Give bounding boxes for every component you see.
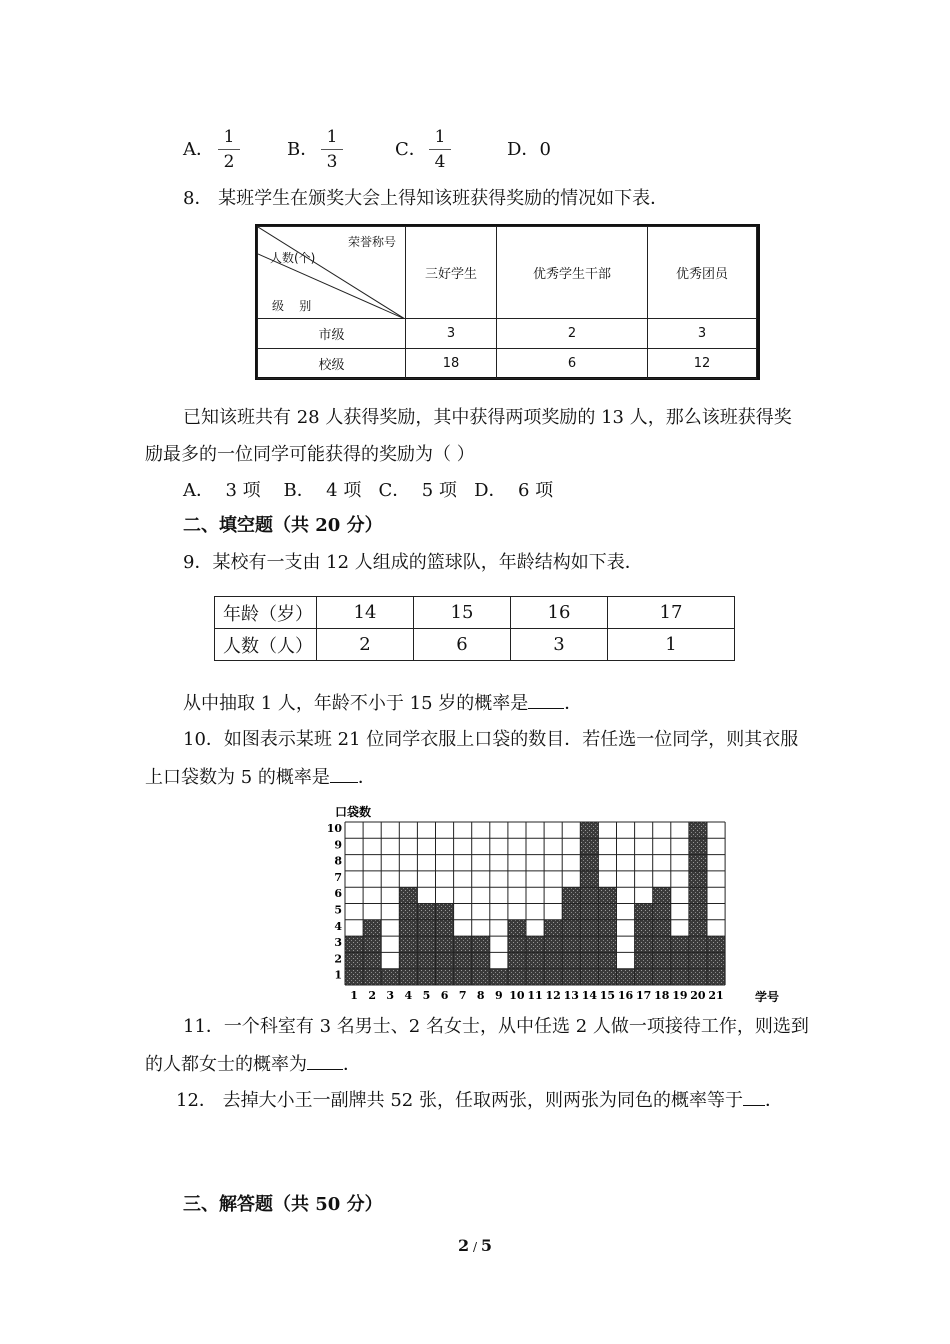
fraction-numerator: 1 xyxy=(434,127,446,147)
y-tick-3: 3 xyxy=(334,936,342,950)
x-tick-labels xyxy=(350,989,723,1002)
x-tick-10: 10 xyxy=(509,989,525,1002)
x-tick-12: 12 xyxy=(545,989,561,1002)
q8-stem: 8． 某班学生在颁奖大会上得知该班获得奖励的情况如下表． xyxy=(183,188,669,209)
fraction-denominator: 4 xyxy=(434,152,446,172)
x-tick-17: 17 xyxy=(635,989,652,1002)
q7-option-d-letter: D． xyxy=(507,139,540,160)
bar-student-3 xyxy=(381,969,399,985)
q9-question-text: 从中抽取 1 人，年龄不小于 15 岁的概率是 xyxy=(183,693,529,714)
q8-award-table xyxy=(257,226,757,379)
x-tick-19: 19 xyxy=(672,989,688,1002)
y-tick-7: 7 xyxy=(334,870,342,884)
q11-line-2-end: ． xyxy=(343,1054,361,1075)
pocket-count-chart xyxy=(325,802,795,1007)
q9-age-table xyxy=(214,596,735,661)
bar-student-6 xyxy=(436,904,454,986)
x-tick-13: 13 xyxy=(563,989,579,1002)
q8-col-header-3: 优秀团员 xyxy=(648,227,757,319)
q8-cell: 6 xyxy=(497,349,648,379)
q8-row-label-1: 市级 xyxy=(258,319,406,349)
q7-option-d xyxy=(507,139,551,161)
q9-header-label: 年龄（岁） xyxy=(215,597,317,629)
q8-cell: 12 xyxy=(648,349,757,379)
q8-text-line-1: 已知该班共有 28 人获得奖励，其中获得两项奖励的 13 人，那么该班获得奖 xyxy=(183,407,792,428)
x-tick-8: 8 xyxy=(476,989,485,1002)
x-tick-2: 2 xyxy=(368,989,376,1002)
q12-end: ． xyxy=(764,1090,783,1111)
q8-table-frame xyxy=(255,224,760,380)
q10-line-1: 10．如图表示某班 21 位同学衣服上口袋的数目．若任选一位同学，则其衣服 xyxy=(183,729,799,750)
q7-option-b-letter: B． xyxy=(287,139,319,160)
q9-count-cell: 1 xyxy=(608,629,735,661)
q8-cell: 3 xyxy=(406,319,497,349)
q9-age-cell: 16 xyxy=(511,597,608,629)
q10-line-2-text: 上口袋数为 5 的概率是 xyxy=(145,767,330,788)
diag-header-mid: 人数(个) xyxy=(270,251,316,265)
y-tick-6: 6 xyxy=(334,887,342,901)
answer-blank xyxy=(743,1089,765,1106)
q7-option-a-letter: A． xyxy=(183,139,214,160)
answer-blank xyxy=(307,1053,343,1070)
x-tick-9: 9 xyxy=(495,989,503,1002)
q9-question xyxy=(183,692,582,715)
q9-stem: 9．某校有一支由 12 人组成的篮球队，年龄结构如下表． xyxy=(183,552,643,573)
answer-blank xyxy=(528,692,564,709)
x-tick-6: 6 xyxy=(440,989,449,1002)
bar-student-21 xyxy=(707,936,725,985)
chart-ylabel: 口袋数 xyxy=(335,805,372,819)
x-tick-15: 15 xyxy=(599,989,616,1002)
y-tick-10: 10 xyxy=(326,822,342,835)
page-separator: / xyxy=(469,1240,481,1254)
section-3-title: 三、解答题（共 50 分） xyxy=(183,1194,383,1215)
q9-age-cell: 15 xyxy=(414,597,511,629)
q8-col-header-1: 三好学生 xyxy=(406,227,497,319)
bar-student-9 xyxy=(490,969,508,985)
y-tick-8: 8 xyxy=(334,854,342,868)
answer-blank xyxy=(330,766,358,783)
q12-text: 12． 去掉大小王一副牌共 52 张，任取两张，则两张为同色的概率等于 xyxy=(176,1090,743,1111)
y-tick-9: 9 xyxy=(334,838,342,852)
bar-student-7 xyxy=(454,936,472,985)
q9-count-cell: 2 xyxy=(317,629,414,661)
q10-line-2-end: ． xyxy=(357,767,376,788)
x-tick-1: 1 xyxy=(350,989,358,1002)
q8-col-header-2: 优秀学生干部 xyxy=(497,227,648,319)
q9-age-cell: 17 xyxy=(608,597,735,629)
y-tick-2: 2 xyxy=(334,952,342,966)
fraction-denominator: 2 xyxy=(223,152,235,172)
q9-question-end: ． xyxy=(564,693,583,714)
q8-diagonal-header-cell xyxy=(258,227,406,319)
q10-line-2 xyxy=(145,766,376,789)
q8-text-line-2: 励最多的一位同学可能获得的奖励为（ ） xyxy=(145,444,475,465)
bar-student-16 xyxy=(617,969,635,985)
y-tick-1: 1 xyxy=(334,968,342,982)
bar-student-11 xyxy=(526,936,544,985)
q12-line xyxy=(176,1089,783,1112)
fraction-numerator: 1 xyxy=(223,127,235,147)
bar-student-17 xyxy=(635,904,653,986)
y-tick-4: 4 xyxy=(334,919,342,933)
q8-cell: 2 xyxy=(497,319,648,349)
fraction-denominator: 3 xyxy=(326,152,338,172)
x-tick-3: 3 xyxy=(386,989,395,1002)
page-total: 5 xyxy=(480,1236,492,1255)
x-tick-18: 18 xyxy=(654,989,670,1002)
x-tick-4: 4 xyxy=(404,989,413,1002)
x-tick-14: 14 xyxy=(581,989,598,1002)
fraction-numerator: 1 xyxy=(326,127,338,147)
q9-count-cell: 6 xyxy=(414,629,511,661)
bar-student-19 xyxy=(671,936,689,985)
x-tick-20: 20 xyxy=(690,989,706,1002)
q9-age-cell: 14 xyxy=(317,597,414,629)
diag-header-bottom: 级 别 xyxy=(272,299,312,313)
q7-option-b-fraction xyxy=(321,127,343,172)
bar-student-5 xyxy=(417,904,435,986)
x-tick-16: 16 xyxy=(617,989,634,1002)
fraction-bar xyxy=(429,149,451,150)
q9-count-cell: 3 xyxy=(511,629,608,661)
page-number xyxy=(0,1236,950,1255)
y-tick-5: 5 xyxy=(334,903,342,917)
page-current: 2 xyxy=(458,1236,470,1255)
q8-cell: 3 xyxy=(648,319,757,349)
q7-option-a-fraction xyxy=(218,127,240,172)
q8-row-label-2: 校级 xyxy=(258,349,406,379)
q11-line-2-text: 的人都女士的概率为 xyxy=(145,1054,307,1075)
fraction-bar xyxy=(321,149,343,150)
q7-option-c-letter: C． xyxy=(395,139,427,160)
diag-header-top: 荣誉称号 xyxy=(348,235,397,249)
y-tick-labels xyxy=(327,822,343,982)
x-tick-7: 7 xyxy=(458,989,467,1002)
q11-line-1: 11．一个科室有 3 名男士、2 名女士，从中任选 2 人做一项接待工作，则选到 xyxy=(183,1016,809,1037)
q11-line-2 xyxy=(145,1053,361,1076)
x-tick-5: 5 xyxy=(422,989,431,1002)
q8-cell: 18 xyxy=(406,349,497,379)
fraction-bar xyxy=(218,149,240,150)
bar-student-1 xyxy=(345,936,363,985)
bar-student-8 xyxy=(472,936,490,985)
q7-option-d-value: 0 xyxy=(539,139,551,160)
x-tick-21: 21 xyxy=(708,989,724,1002)
q7-option-c-fraction xyxy=(429,127,451,172)
q8-options: A． 3 项 B． 4 项 C． 5 项 D． 6 项 xyxy=(183,480,554,501)
q9-row-label: 人数（人） xyxy=(215,629,317,661)
chart-xlabel: 学号 xyxy=(755,990,780,1004)
section-2-title: 二、填空题（共 20 分） xyxy=(183,515,383,536)
x-tick-11: 11 xyxy=(527,989,543,1002)
